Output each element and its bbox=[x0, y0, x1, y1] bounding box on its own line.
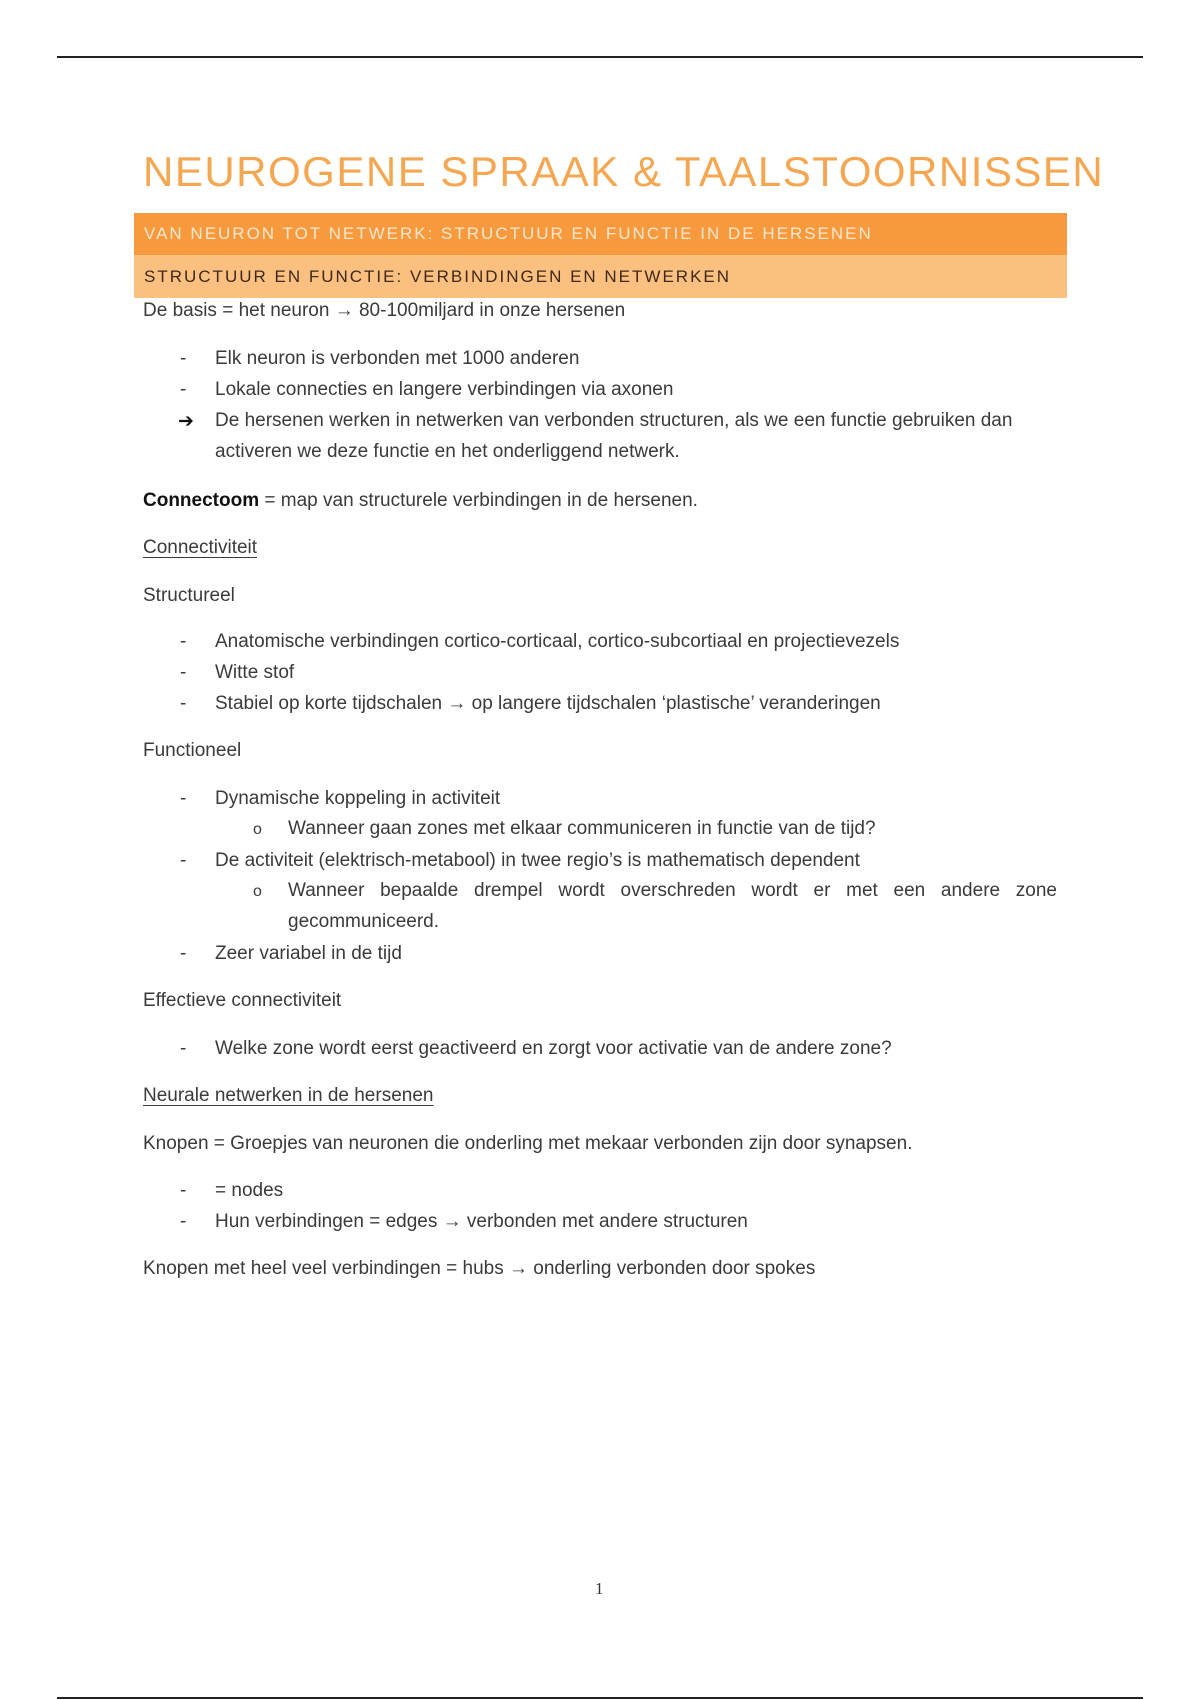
dash-bullet-icon: - bbox=[180, 1211, 187, 1232]
list-item: Zeer variabel in de tijd bbox=[215, 943, 402, 964]
document-title: NEUROGENE SPRAAK & TAALSTOORNISSEN bbox=[143, 148, 1105, 195]
circle-bullet-icon: o bbox=[253, 883, 262, 900]
sub-list-item-line-2: gecommuniceerd. bbox=[288, 911, 440, 932]
bottom-rule bbox=[57, 1697, 1143, 1699]
sub-list-item: Wanneer gaan zones met elkaar communiceren in functie van de tijd? bbox=[288, 818, 876, 839]
list-item: Stabiel op korte tijdschalen → op langere tijdschalen ‘plastische’ veranderingen bbox=[215, 693, 881, 714]
top-rule bbox=[57, 56, 1143, 58]
label-structureel: Structureel bbox=[143, 585, 235, 606]
circle-bullet-icon: o bbox=[253, 821, 262, 838]
sub-list-item-line-1: Wanneer bepaalde drempel wordt overschreden wordt er met een andere zone bbox=[288, 880, 1057, 901]
heading-level-1: VAN NEURON TOT NETWERK: STRUCTUUR EN FUNCTIE IN DE HERSENEN bbox=[134, 213, 1067, 255]
intro-line: De basis = het neuron → 80-100miljard in onze hersenen bbox=[143, 300, 626, 321]
arrow-bullet-icon: ➔ bbox=[178, 411, 194, 432]
dash-bullet-icon: - bbox=[180, 1180, 187, 1201]
list-item: Dynamische koppeling in activiteit bbox=[215, 788, 501, 809]
knopen-definition: Knopen = Groepjes van neuronen die onderling met mekaar verbonden zijn door synapsen. bbox=[143, 1133, 913, 1154]
dash-bullet-icon: - bbox=[180, 1038, 187, 1059]
list-item: = nodes bbox=[215, 1180, 284, 1201]
page-number: 1 bbox=[595, 1579, 604, 1598]
list-item: Anatomische verbindingen cortico-corticaal, cortico-subcortiaal en projectievezels bbox=[215, 631, 900, 652]
dash-bullet-icon: - bbox=[180, 631, 187, 652]
list-item: Welke zone wordt eerst geactiveerd en zorgt voor activatie van de andere zone? bbox=[215, 1038, 892, 1059]
dash-bullet-icon: - bbox=[180, 943, 187, 964]
section-heading-connectiviteit: Connectiviteit bbox=[143, 537, 258, 558]
hubs-line: Knopen met heel veel verbindingen = hubs → onderling verbonden door spokes bbox=[143, 1258, 816, 1279]
dash-bullet-icon: - bbox=[180, 662, 187, 683]
list-item: Elk neuron is verbonden met 1000 anderen bbox=[215, 348, 580, 369]
dash-bullet-icon: - bbox=[180, 788, 187, 809]
list-item: Lokale connecties en langere verbindingen via axonen bbox=[215, 379, 674, 400]
conclusion-line-2: activeren we deze functie en het onderliggend netwerk. bbox=[215, 441, 680, 462]
section-heading-netwerken: Neurale netwerken in de hersenen bbox=[143, 1085, 434, 1106]
connectoom-text: = map van structurele verbindingen in de hersenen. bbox=[259, 490, 698, 511]
list-item: Hun verbindingen = edges → verbonden met andere structuren bbox=[215, 1211, 748, 1232]
dash-bullet-icon: - bbox=[180, 850, 187, 871]
label-effectieve-connectiviteit: Effectieve connectiviteit bbox=[143, 990, 342, 1011]
label-functioneel: Functioneel bbox=[143, 740, 242, 761]
conclusion-line-1: De hersenen werken in netwerken van verbonden structuren, als we een functie gebruiken dan bbox=[215, 410, 1013, 431]
connectoom-definition bbox=[143, 490, 698, 512]
list-item: De activiteit (elektrisch-metabool) in twee regio’s is mathematisch dependent bbox=[215, 850, 860, 871]
list-item: Witte stof bbox=[215, 662, 295, 683]
dash-bullet-icon: - bbox=[180, 379, 187, 400]
dash-bullet-icon: - bbox=[180, 348, 187, 369]
dash-bullet-icon: - bbox=[180, 693, 187, 714]
connectoom-term: Connectoom bbox=[143, 490, 260, 511]
heading-level-2: STRUCTUUR EN FUNCTIE: VERBINDINGEN EN NETWERKEN bbox=[134, 255, 1067, 298]
